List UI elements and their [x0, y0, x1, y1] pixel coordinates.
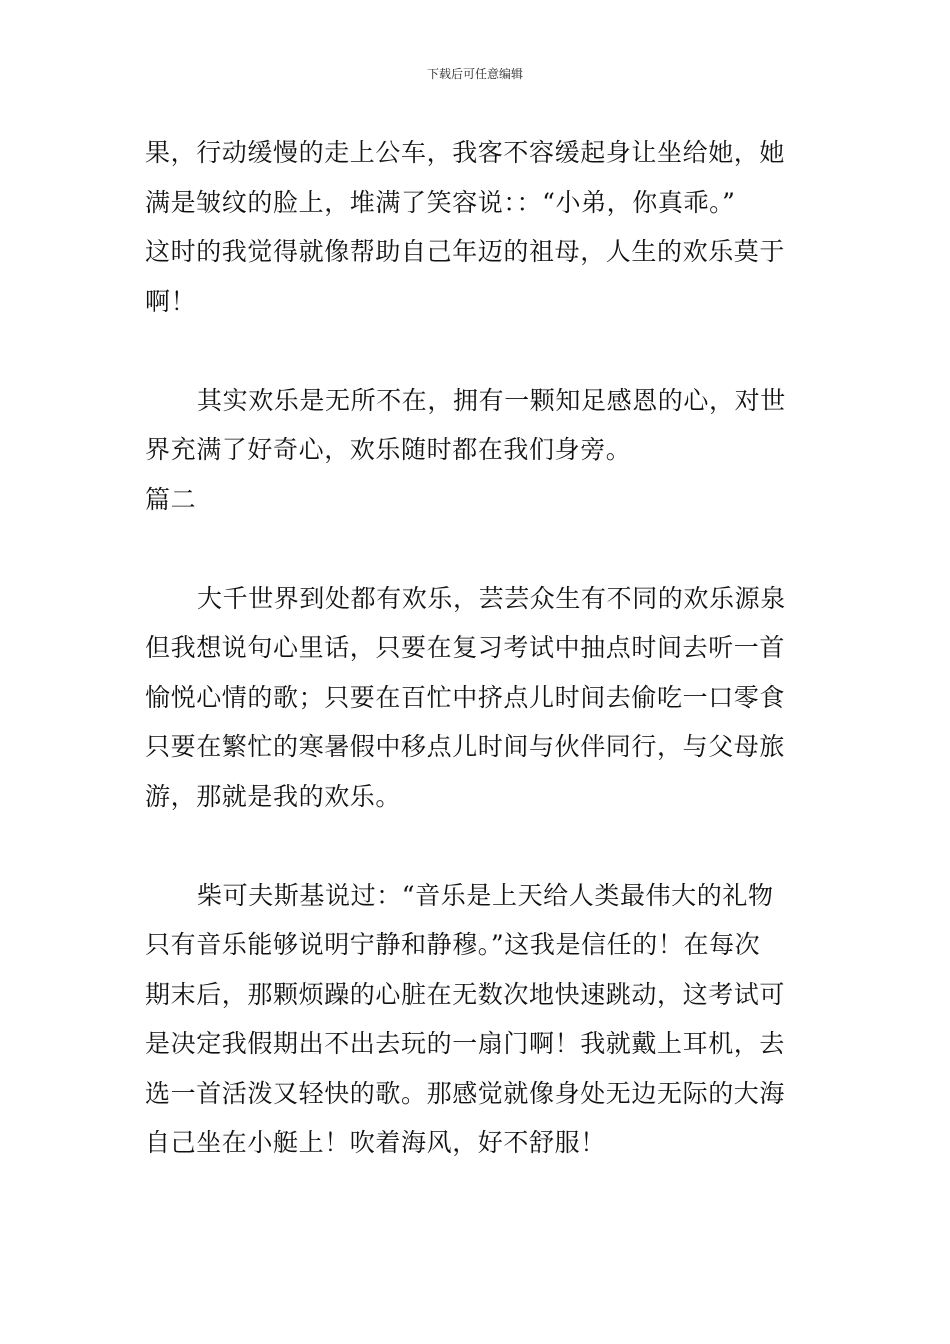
paragraph-line: 大千世界到处都有欢乐，芸芸众生有不同的欢乐源泉: [197, 583, 786, 613]
paragraph-line: 游，那就是我的欢乐。: [145, 781, 402, 811]
paragraph-gap: [145, 524, 810, 574]
paragraph-line: 啊！: [145, 286, 197, 316]
paragraph-1: [145, 128, 810, 326]
paragraph-gap: [145, 326, 810, 376]
paragraph-line: 满是皱纹的脸上，堆满了笑容说：：“小弟，你真乖。”: [145, 187, 736, 217]
paragraph-line: 这时的我觉得就像帮助自己年迈的祖母，人生的欢乐莫于: [145, 237, 786, 266]
paragraph-line: 其实欢乐是无所不在，拥有一颗知足感恩的心，对世: [197, 385, 786, 415]
paragraph-line: 只有音乐能够说明宁静和静穆。”这我是信任的！在每次: [145, 930, 761, 959]
paragraph-line: 但我想说句心里话，只要在复习考试中抽点时间去听一首: [145, 633, 786, 662]
paragraph-line: 柴可夫斯基说过：“音乐是上天给人类最伟大的礼物: [197, 880, 774, 910]
paragraph-line: 自己坐在小艇上！吹着海风，好不舒服！: [145, 1128, 606, 1157]
paragraph-line: 界充满了好奇心，欢乐随时都在我们身旁。: [145, 435, 632, 464]
paragraph-line: 果，行动缓慢的走上公车，我客不容缓起身让坐给她，她: [145, 138, 786, 167]
paragraph-gap: [145, 821, 810, 871]
paragraph-line: 是决定我假期出不出去玩的一扇门啊！我就戴上耳机，去: [145, 1029, 786, 1058]
paragraph-4: [145, 871, 810, 1168]
paragraph-line: 只要在繁忙的寒暑假中移点儿时间与伙伴同行，与父母旅: [145, 732, 786, 761]
paragraph-3: [145, 574, 810, 822]
paragraph-line: 期末后，那颗烦躁的心脏在无数次地快速跳动，这考试可: [145, 979, 786, 1009]
paragraph-line: 愉悦心情的歌；只要在百忙中挤点儿时间去偷吃一口零食: [145, 682, 786, 712]
paragraph-line: 选一首活泼又轻快的歌。那感觉就像身处无边无际的大海: [145, 1078, 786, 1108]
document-body: [145, 128, 810, 1168]
paragraph-2: [145, 376, 810, 475]
section-title: 篇二: [145, 484, 197, 514]
page-header-note: 下载后可任意编辑: [426, 67, 523, 81]
